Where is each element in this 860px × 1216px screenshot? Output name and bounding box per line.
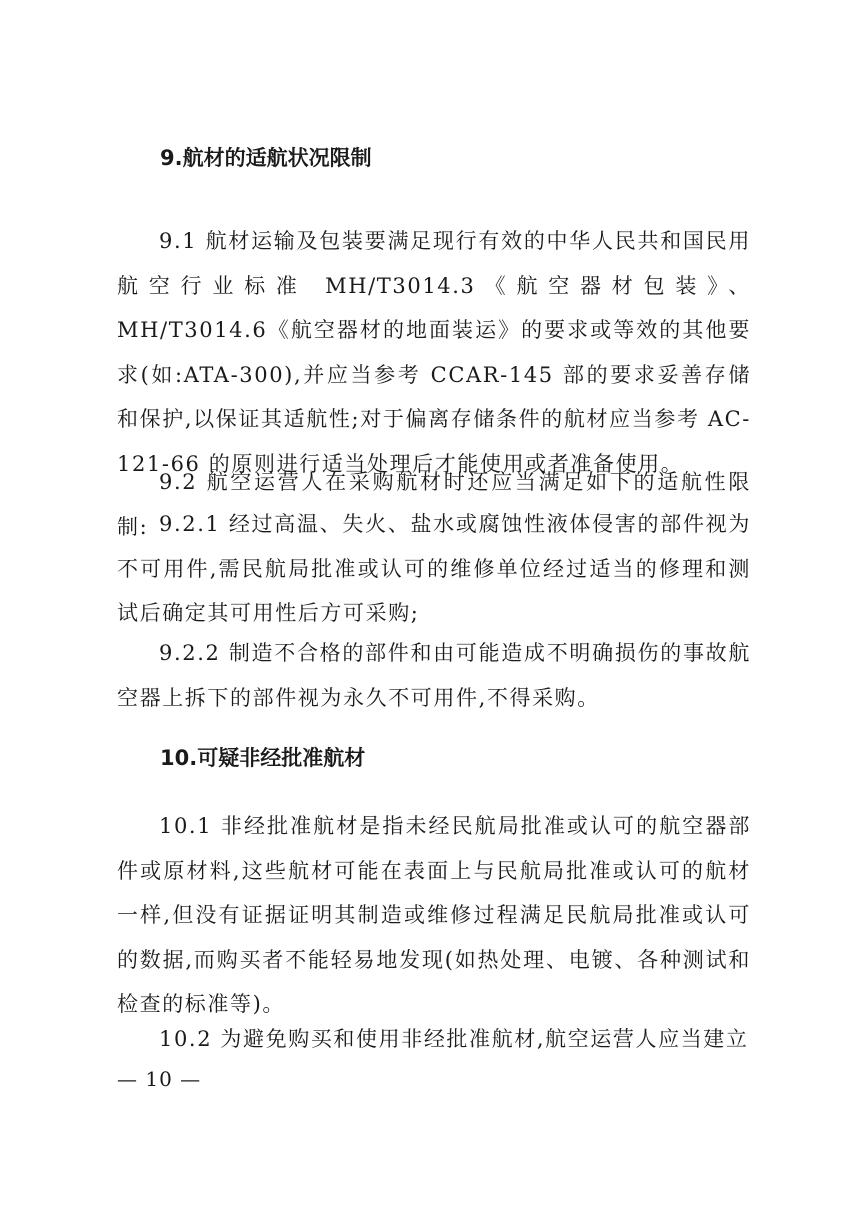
page-number: — 10 —	[117, 1067, 202, 1091]
paragraph-10-1: 10.1 非经批准航材是指未经民航局批准或认可的航空器部件或原材料,这些航材可能在表面上与民航局批准或认可的航材一样,但没有证据证明其制造或维修过程满足民航局批准或认可的数据,而购买者不能轻易地发现(如热处理、电镀、各种测试和检查的标准等)。	[117, 814, 751, 1017]
paragraph-9-2-1: 9.2.1 经过高温、失火、盐水或腐蚀性液体侵害的部件视为不可用件,需民航局批准或认可的维修单位经过适当的修理和测试后确定其可用性后方可采购;	[117, 512, 751, 626]
paragraph-10-2: 10.2 为避免购买和使用非经批准航材,航空运营人应当建立	[159, 1027, 749, 1051]
paragraph-9-2: 9.2 航空运营人在采购航材时还应当满足如下的适航性限制:	[117, 470, 751, 539]
section-9-heading: 9.航材的适航状况限制	[160, 146, 372, 170]
paragraph-9-1: 9.1 航材运输及包装要满足现行有效的中华人民共和国民用航空行业标准 MH/T3014.3《航空器材包装》、MH/T3014.6《航空器材的地面装运》的要求或等效的其他要求(如:ATA-300),并应当参考 CCAR-145 部的要求妥善存储和保护,以保证其适航性;对于偏离存储条件的航材应当参考 AC-121-66 的原则进行适当处理后才能使用或者准备使用。	[117, 229, 751, 476]
section-10-heading: 10.可疑非经批准航材	[160, 746, 366, 770]
paragraph-9-2-2: 9.2.2 制造不合格的部件和由可能造成不明确损伤的事故航空器上拆下的部件视为永久不可用件,不得采购。	[117, 641, 751, 710]
